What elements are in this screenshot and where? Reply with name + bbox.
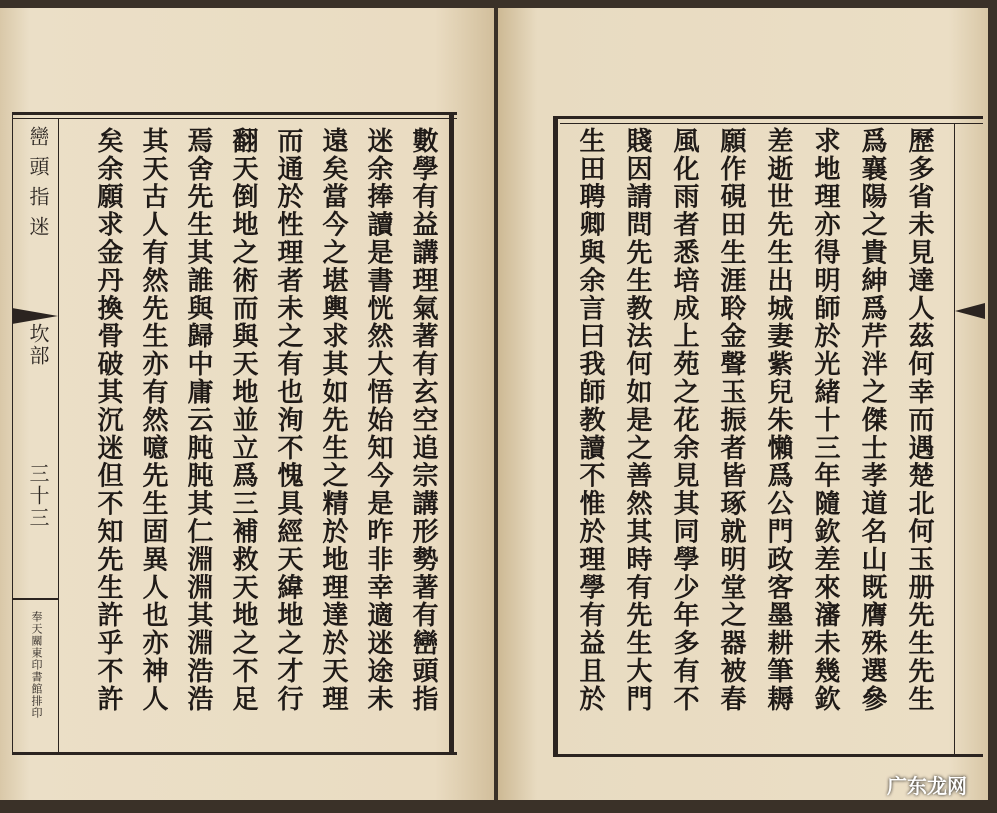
text-column: 遠矣當今之堪輿求其如先生之精於地理達於天理 — [318, 127, 348, 713]
bottom-border — [553, 754, 983, 757]
left-border — [12, 112, 13, 755]
top-border-inner — [560, 123, 983, 124]
watermark: 广东龙网 — [887, 774, 967, 798]
text-column: 求地理亦得明師於光緒十三年隨欽差來瀋未幾欽 — [810, 127, 840, 713]
printer-imprint: 奉天關東印書館排印 — [30, 611, 43, 719]
text-column: 差逝世先生出城妻紫兒朱懶爲公門政客墨耕筆耨 — [763, 127, 793, 713]
text-column: 生田聘卿與余言曰我師教讀不惟於理學有益且於 — [575, 127, 605, 713]
page-number: 三十三 — [26, 463, 50, 529]
text-column: 其天古人有然先生亦有然噫先生固異人也亦神人 — [138, 127, 168, 713]
top-border — [553, 116, 983, 119]
margin-title: 巒頭指迷 — [26, 126, 50, 246]
margin-section: 坎部 — [26, 323, 50, 367]
text-column: 歷多省未見達人茲何幸而遇楚北何玉册先生先生 — [904, 127, 934, 713]
text-column: 爲襄陽之貴紳爲芹泮之傑士孝道名山既膺殊選參 — [857, 127, 887, 713]
top-border-inner — [12, 118, 457, 119]
text-column: 賤因請問先生教法何如是之善然其時有先生大門 — [622, 127, 652, 713]
text-column: 翻天倒地之術而與天地並立爲三補救天地之不足 — [228, 127, 258, 713]
fish-tail-mark — [955, 303, 985, 319]
margin-divider — [954, 123, 955, 754]
right-page-text — [566, 127, 942, 742]
margin-divider — [58, 118, 59, 752]
bottom-border — [12, 752, 457, 755]
text-column: 願作硯田生涯聆金聲玉振者皆琢就明堂之器被春 — [716, 127, 746, 713]
left-page-text — [85, 127, 445, 742]
text-column: 焉舍先生其誰與歸中庸云肫肫其仁淵淵其淵浩浩 — [183, 127, 213, 713]
text-column: 迷余捧讀是書恍然大悟始知今是昨非幸適迷途未 — [363, 127, 393, 713]
text-column: 矣余願求金丹換骨破其沉迷但不知先生許乎不許 — [93, 127, 123, 713]
top-border — [12, 112, 457, 115]
fish-tail-mark — [12, 308, 58, 324]
text-column: 數學有益講理氣著有玄空追宗講形勢著有巒頭指 — [408, 127, 438, 713]
text-column: 而通於性理者未之有也洵不愧具經天緯地之才行 — [273, 127, 303, 713]
left-border — [553, 116, 558, 757]
text-column: 風化雨者悉培成上苑之花余見其同學少年多有不 — [669, 127, 699, 713]
printer-divider — [12, 598, 58, 600]
right-border — [449, 112, 454, 755]
